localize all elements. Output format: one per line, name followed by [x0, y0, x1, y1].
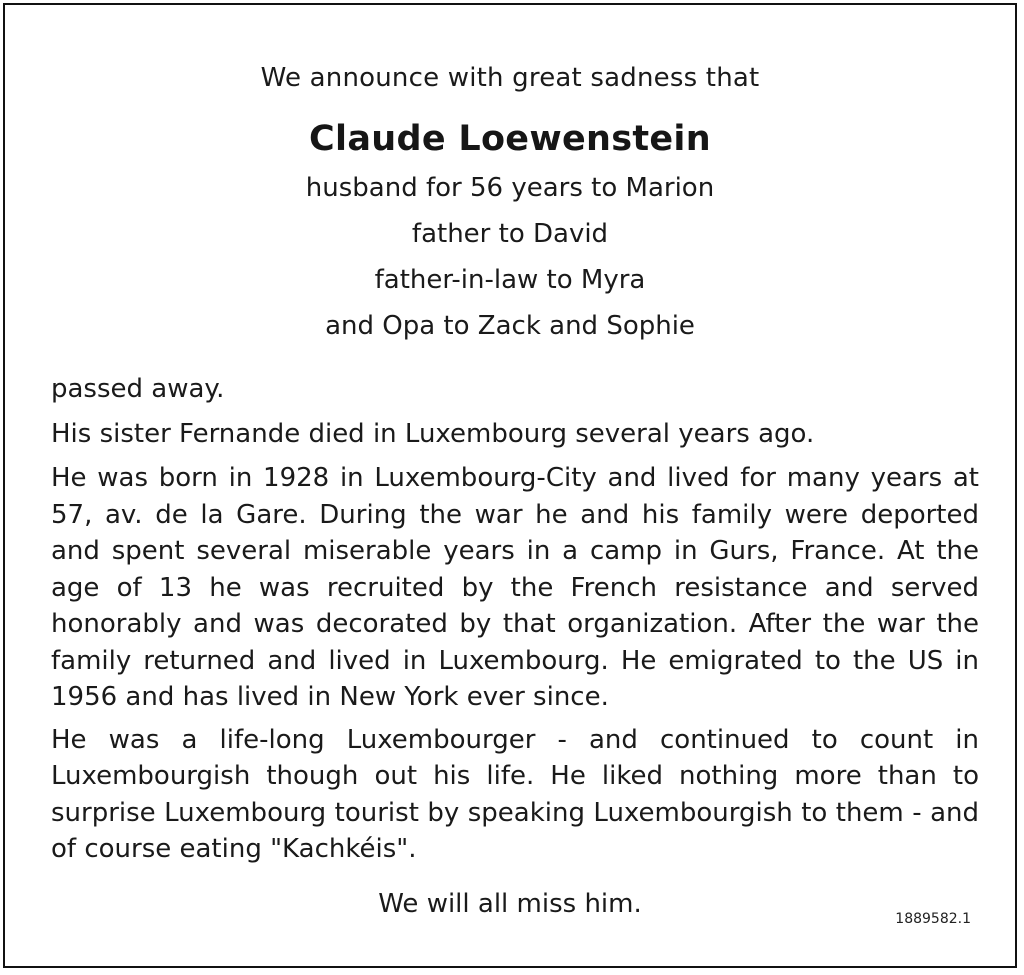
- paragraph-passed-away: passed away.: [51, 374, 225, 404]
- deceased-name: Claude Loewenstein: [309, 119, 711, 159]
- obituary-body: [51, 371, 979, 874]
- closing-line: We will all miss him.: [378, 889, 642, 919]
- family-line-in-law: father-in-law to Myra: [374, 265, 646, 295]
- family-line-son: father to David: [411, 219, 609, 249]
- paragraph-biography: He was born in 1928 in Luxembourg-City and lived for many years at 57, av. de la Gare. During the war he and his family were deported and spent several miserable years in a camp in Gurs, France. At the age of 13 he was recruited by the French resistance and served honorably and was decorated by that organization. After the war the family returned and lived in Luxembourg. He emigrated to the US in 1956 and has lived in New York ever since.: [51, 463, 979, 712]
- obituary-notice: [3, 3, 1017, 968]
- family-list: [5, 169, 1015, 353]
- family-line-spouse: husband for 56 years to Marion: [305, 173, 715, 203]
- paragraph-luxembourger: He was a life-long Luxembourger - and continued to count in Luxembourgish though out his life. He liked nothing more than to surprise Luxembourg tourist by speaking Luxembourgish to them - and of course eating "Kachkéis".: [51, 724, 979, 864]
- intro-line: We announce with great sadness that: [260, 63, 760, 93]
- paragraph-sister: His sister Fernande died in Luxembourg several years ago.: [51, 418, 815, 449]
- reference-number: 1889582.1: [895, 911, 971, 927]
- family-line-grandchildren: and Opa to Zack and Sophie: [325, 311, 695, 341]
